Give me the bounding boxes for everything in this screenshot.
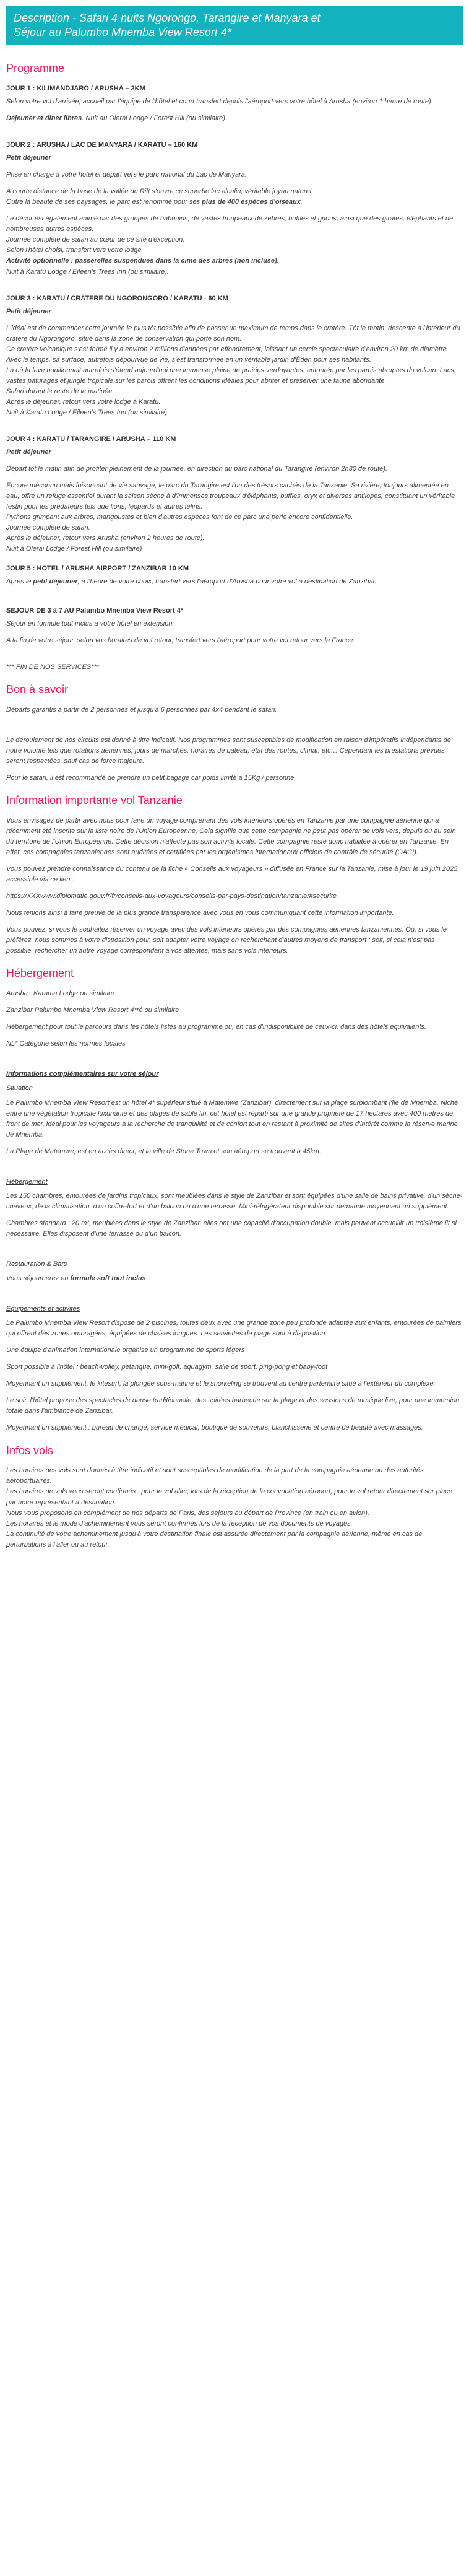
savoir-line: Départs garantis à partir de 2 personnes et jusqu'à 6 personnes par 4x4 pendant le safari. — [6, 705, 277, 714]
savoir-line: Le déroulement de nos circuits est donné à titre indicatif. Nos programmes sont susceptibles de modification en raison d'impératifs indépendants de notre volonté tels que rotations aériennes, jours de marchés, horaires de bateau, état des routes, climat, etc… Cependant les prestations prévues seront respectées, sauf cas de force majeure. — [6, 736, 451, 765]
day-5-text: Après le — [6, 577, 33, 585]
hebergement-heading: Hébergement — [6, 967, 74, 980]
day-3-line: Là où la lave bouillonnait autrefois s'étend aujourd'hui une immense plaine de prairies verdoyantes, entourée par les parois abruptes du volcan. Lacs, vastes pâturages et jungle tropicale sur les parois offrent les conditions idéales pour abriter et préserver une faune abondante. — [6, 366, 456, 385]
heb-line: Zanzibar Palumbo Mnemba View Resort 4*ré ou similaire — [6, 1006, 179, 1015]
day-4-meal: Petit déjeuner — [6, 448, 51, 456]
day-2-line — [6, 256, 463, 266]
banner-title-line1: Description - Safari 4 nuits Ngorongo, Tarangire et Manyara et — [14, 12, 321, 24]
day-4-line: Encore méconnu mais foisonnant de vie sauvage, le parc du Tarangire est l'un des trésors cachés de la Tanzanie. Sa rivière, toujours alimentée en eau, offre un refuge essentiel durant la saison sèche à d'immenses troupeaux d'éléphants, buffles, oryx et diverses antilopes, constituant un véritable festin pour les prédateurs tels que lions, léopards et autres félins. — [6, 482, 455, 511]
day-5-bold: petit déjeuner — [33, 577, 78, 585]
heb-sub-title: Hébergement — [6, 1177, 48, 1185]
end-of-services: *** FIN DE NOS SERVICES*** — [6, 663, 100, 671]
day-2-text: . — [300, 198, 303, 206]
equip-title: Equipements et activités — [6, 1305, 80, 1313]
savoir-line: Pour le safari, il est recommandé de prendre un petit bagage car poids limité à 15Kg / personne — [6, 774, 295, 782]
day-2-line: À courte distance de la base de la vallée du Rift s'ouvre ce superbe lac alcalin, véritable joyau naturel. — [6, 188, 314, 196]
day-3-line: Nuit à Karatu Lodge / Eileen's Trees Inn (ou similaire). — [6, 409, 169, 417]
day-5-title: JOUR 5 : HOTEL / ARUSHA AIRPORT / ZANZIBAR 10 KM — [6, 564, 189, 572]
situation-paragraph: La Plage de Matemwe, est en accès direct, et la ville de Stone Town et son aéroport se trouvent à 45km. — [6, 1147, 321, 1155]
day-2-line: Nuit à Karatu Lodge / Eileen's Trees Inn (ou similaire). — [6, 268, 169, 276]
day-2-text: . — [277, 257, 279, 265]
day-3-line: L'idéal est de commencer cette journée le plus tôt possible afin de passer un maximum de temps dans le cratère. Tôt le matin, descente à l'intérieur du cratère du Ngorongoro, situé dans la zone de conservation qui porte son nom. — [6, 324, 460, 343]
day-1-meals-bold: Déjeuner et dîner libres — [6, 114, 82, 122]
info-paragraph: Nous tenions ainsi à faire preuve de la plus grande transparence avec vous en vous communiquant cette information importante. — [6, 909, 394, 917]
day-4-line: Journée complète de safari. — [6, 524, 90, 532]
day-2-text: Outre la beauté de ses paysages, le parc est renommé pour ses — [6, 198, 202, 206]
vols-line: Les horaires des vols sont donnés à titre indicatif et sont susceptibles de modification de la part de la compagnie aérienne ou des autorités aéroportuaires. — [6, 1467, 424, 1485]
info-paragraph: Vous envisagez de partir avec nous pour faire un voyage comprenant des vols intérieurs opérés en Tanzanie par une compagnie aérienne qui a récemment été inscrite sur la liste noire de l'Union Européenne. Cela signifie que cette compagnie ne peut pas opérer de vols vers, depuis ou au sein du territoire de l'Union Européenne. Cette décision n'affecte pas son activité locale. Cette compagnie reste donc habilitée à opérer en Tanzanie. En effet, ces compagnies tanzaniennes sont auditées et certifiées par les organismes internationaux officiels de contrôle de sécurité (OACI). — [6, 816, 456, 856]
resto-title: Restauration & Bars — [6, 1260, 67, 1268]
vols-line: Nous vous proposons en complément de nos départs de Paris, des séjours au départ de Province (en train ou en avion). — [6, 1509, 370, 1517]
day-3-line: Safari durant le reste de la matinée. — [6, 387, 114, 395]
equip-paragraph: Moyennant un supplément : bureau de change, service médical, boutique de souvenirs, blanchisserie et centre de beauté avec massages. — [6, 1424, 423, 1432]
situation-title: Situation — [6, 1085, 33, 1093]
day-1-meals-rest: . Nuit au Olerai Lodge / Forest Hill (ou similaire) — [82, 114, 225, 122]
day-1-meals — [6, 113, 463, 124]
rooms-standard-text: : 20 m², meublées dans le style de Zanzibar, elles ont une capacité d'occupation double, mais peuvent accueillir un troisième lit si nécessaire. Elles disposent d'une terrasse ou d'un balcon. — [6, 1219, 457, 1238]
day-1 — [6, 84, 463, 124]
day-4-line: Nuit à Olerai Lodge / Forest Hill (ou similaire) — [6, 545, 142, 553]
vols-line: Les horaires et le mode d'acheminement vous seront confirmés lors de la réception de vos documents de voyages. — [6, 1519, 353, 1527]
day-2-line: Prise en charge à votre hôtel et départ vers le parc national du Lac de Manyara. — [6, 171, 247, 179]
heb-line: NL* Catégorie selon les normes locales — [6, 1040, 126, 1048]
banner-title-line2: Séjour au Palumbo Mnemba View Resort 4* — [14, 25, 231, 38]
day-4-line: Pythons grimpant aux arbres, mangoustes et bien d'autres espèces font de ce parc une perle encore confidentielle. — [6, 513, 353, 522]
equip-paragraph: Moyennant un supplément, le kitesurf, la plongée sous-marine et le snorkeling se trouvent au centre partenaire situé à l'extérieur du complexe. — [6, 1380, 436, 1388]
info-link[interactable]: https://XXXwww.diplomatie.gouv.fr/fr/conseils-aux-voyageurs/conseils-par-pays-destination/tanzanie/#securite — [6, 893, 337, 901]
day-3-title: JOUR 3 : KARATU / CRATERE DU NGORONGORO / KARATU - 60 KM — [6, 294, 228, 302]
day-5-text: , à l'heure de votre choix, transfert vers l'aéroport d'Arusha pour votre vol à destination de Zanzibar. — [77, 577, 377, 585]
vols-line: La continuité de votre acheminement jusqu'à votre destination finale est assurée directement par la compagnie aérienne, même en cas de perturbations à l'aller ou au retour. — [6, 1530, 423, 1548]
day-1-title: JOUR 1 : KILIMANDJARO / ARUSHA – 2KM — [6, 84, 145, 92]
day-3-line: Ce cratère volcanique s'est formé il y a environ 2 millions d'années par effondrement, laissant un cercle spectaculaire d'environ 20 km de diamètre. Avec le temps, sa surface, autrefois dépourvue de vie, s'est transformée en un véritable jardin d'Éden pour ses habitants. — [6, 345, 449, 364]
day-4 — [6, 434, 463, 554]
sejour-block — [6, 606, 463, 646]
day-2-title: JOUR 2 : ARUSHA / LAC DE MANYARA / KARATU – 160 KM — [6, 141, 198, 149]
sejour-title: SEJOUR DE 3 à 7 AU Palumbo Mnemba View Resort 4* — [6, 606, 184, 614]
resto-bold: formule soft tout inclus — [70, 1275, 146, 1283]
day-2-line: Journée complète de safari au cœur de ce site d'exception. — [6, 236, 185, 244]
heb-line: Hébergement pour tout le parcours dans les hôtels listés au programme ou, en cas d'indisponibilité de ceux-ci, dans des hôtels équivalents. — [6, 1023, 426, 1031]
resto-paragraph — [6, 1273, 463, 1284]
situation-paragraph: Le Palumbo Mnemba View Resort est un hôtel 4* supérieur situé à Matemwe (Zanzibar), directement sur la plage surplombant l'île de Mnemba. Niché entre une végétation tropicale luxuriante et des plages de sable fin, cet hôtel est réparti sur une grande propriété de 17 hectares avec 400 mètres de front de mer, idéal pour les voyageurs à la recherche de tranquillité et de confort tout en restant à proximité de sites d'intérêt comme la réserve marine de Mnemba. — [6, 1099, 458, 1138]
rooms-standard-label: Chambres standard — [6, 1219, 66, 1227]
day-2-line: Le décor est également animé par des groupes de babouins, de vastes troupeaux de zèbres, buffles et gnous, ainsi que des girafes, éléphants et de nombreuses autres espèces. — [6, 215, 454, 234]
day-3-line: Après le déjeuner, retour vers votre lodge à Karatu. — [6, 398, 161, 406]
day-2-meal: Petit déjeuner — [6, 154, 51, 162]
day-2 — [6, 140, 463, 277]
equip-paragraph: Une équipe d'animation internationale organise un programme de sports légers — [6, 1347, 245, 1355]
day-2-line — [6, 197, 463, 207]
day-3 — [6, 294, 463, 419]
heb-line: Arusha : Karama Lodge ou similaire — [6, 990, 114, 998]
day-1-text: Selon votre vol d'arrivée, accueil par l'équipe de l'hôtel et court transfert depuis l'aéroport vers votre hôtel à Arusha (environ 1 heure de route). — [6, 97, 433, 105]
info-paragraph: Vous pouvez prendre connaissance du contenu de la fiche « Conseils aux voyageurs » diffusée en France sur la Tanzanie, mise à jour le 19 juin 2025, accessible via ce lien : — [6, 865, 460, 884]
day-4-line: Départ tôt le matin afin de profiter pleinement de la journée, en direction du parc national du Tarangire (environ 2h30 de route). — [6, 465, 387, 473]
day-2-bold: Activité optionnelle : passerelles suspendues dans la cime des arbres (non incluse) — [6, 257, 277, 265]
vols-line: Les horaires de vols vous seront confirmés : pour le vol aller, lors de la réception de la convocation aéroport, pour le vol retour directement sur place par notre représentant à destination. — [6, 1488, 452, 1506]
sejour-line: A la fin de votre séjour, selon vos horaires de vol retour, transfert vers l'aéroport pour votre vol retour vers la France. — [6, 636, 355, 644]
info-paragraph: Vous pouvez, si vous le souhaitez réserver un voyage avec des vols intérieurs opérés par des compagnies aériennes tanzaniennes. Ou, si vous le préférez, nous sommes à votre disposition pour, soit adapter votre voyage en recherchant d'autres moyens de transport ; soit, si cela n'est pas possible, rechercher un autre voyage correspondant à vos attentes, mais sans vols intérieurs. — [6, 926, 447, 955]
day-2-line: Selon l'hôtel choisi, transfert vers votre lodge. — [6, 247, 144, 255]
day-4-title: JOUR 4 : KARATU / TARANGIRE / ARUSHA – 110 KM — [6, 435, 176, 443]
day-5-line — [6, 577, 463, 587]
equip-paragraph: Sport possible à l'hôtel : beach-volley, pétanque, mini-golf, aquagym, salle de sport, ping-pong et baby-foot — [6, 1363, 328, 1371]
comp-info-title: Informations complémentaires sur votre séjour — [6, 1070, 159, 1078]
vols-heading: Infos vols — [6, 1444, 54, 1457]
sejour-line: Séjour en formule tout inclus à votre hôtel en extension. — [6, 619, 174, 627]
info-heading: Information importante vol Tanzanie — [6, 793, 183, 806]
heb-paragraph: Les 150 chambres, entourées de jardins tropicaux, sont meublées dans le style de Zanzibar et sont équipées d'une salle de bains privative, d'un sèche-cheveux, de la climatisation, d'un coffre-fort et d'un balcon ou d'une terrasse. Mini-réfrigérateur disponible sur demande moyennant un supplément. — [6, 1192, 463, 1210]
savoir-heading: Bon à savoir — [6, 683, 69, 696]
day-3-meal: Petit déjeuner — [6, 307, 51, 315]
heb-paragraph — [6, 1218, 463, 1239]
equip-paragraph: Le Palumbo Mnemba View Resort dispose de 2 piscines, toutes deux avec une grande zone peu profonde adaptée aux enfants, entourées de palmiers qui offrent des zones ombragées, équipées de chaises longues. Les serviettes de plage sont à disposition. — [6, 1319, 462, 1338]
day-2-bold: plus de 400 espèces d'oiseaux — [202, 198, 301, 206]
programme-heading: Programme — [6, 62, 65, 74]
day-4-line: Après le déjeuner, retour vers Arusha (environ 2 heures de route). — [6, 535, 205, 543]
page-banner — [6, 6, 463, 45]
equip-paragraph: Le soir, l'hôtel propose des spectacles de danse traditionnelle, des soirées barbecue sur la plage et des sessions de musique live, pour une immersion totale dans l'ambiance de Zanzibar. — [6, 1397, 460, 1415]
resto-text: Vous séjournerez en — [6, 1275, 71, 1283]
day-5 — [6, 564, 463, 587]
